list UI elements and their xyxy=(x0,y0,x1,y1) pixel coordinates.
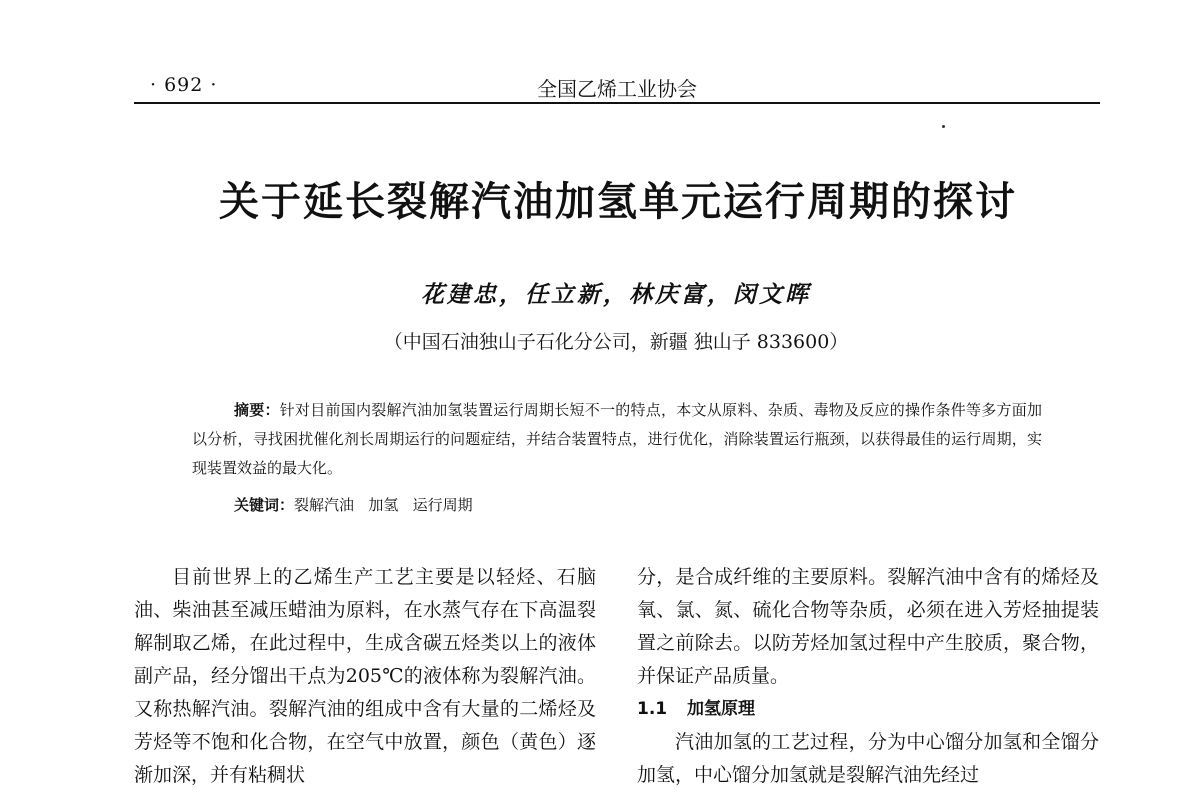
left-column xyxy=(134,561,596,792)
affiliation: （中国石油独山子石化分公司，新疆 独山子 833600） xyxy=(383,331,849,353)
keywords xyxy=(234,494,473,515)
abstract-paragraph xyxy=(192,396,1042,483)
header-rule xyxy=(134,102,1100,104)
abstract-text: 针对目前国内裂解汽油加氢装置运行周期长短不一的特点，本文从原料、杂质、毒物及反应的操作条件等多方面加以分析，寻找困扰催化剂长周期运行的问题症结，并结合装置特点，进行优化，消除装置运行瓶颈，以获得最佳的运行周期，实现装置效益的最大化。 xyxy=(192,401,1042,477)
body-paragraph-hydrogenation: 汽油加氢的工艺过程，分为中心馏分加氢和全馏分加氢，中心馏分加氢就是裂解汽油先经过 xyxy=(637,731,1099,786)
scan-speck xyxy=(942,125,945,128)
body-paragraph-intro: 目前世界上的乙烯生产工艺主要是以轻烃、石脑油、柴油甚至减压蜡油为原料，在水蒸气存在下高温裂解制取乙烯，在此过程中，生成含碳五烃类以上的液体副产品，经分馏出干点为205℃的液体称为裂解汽油。又称热解汽油。裂解汽油的组成中含有大量的二烯烃及芳烃等不饱和化合物，在空气中放置，颜色（黄色）逐渐加深，并有粘稠状 xyxy=(134,566,596,786)
section-title: 加氢原理 xyxy=(687,699,755,719)
right-column xyxy=(637,561,1099,792)
journal-name: 全国乙烯工业协会 xyxy=(537,77,697,101)
section-number: 1.1 xyxy=(637,699,668,719)
abstract-label: 摘要： xyxy=(234,401,280,419)
abstract xyxy=(192,396,1042,483)
section-heading xyxy=(637,693,1099,726)
paper-title: 关于延长裂解汽油加氢单元运行周期的探讨 xyxy=(219,179,1017,225)
page-number: · 692 · xyxy=(150,74,218,96)
running-header xyxy=(134,66,1100,102)
body-paragraph-continued: 分，是合成纤维的主要原料。裂解汽油中含有的烯烃及氧、氯、氮、硫化合物等杂质，必须在进入芳烃抽提装置之前除去。以防芳烃加氢过程中产生胶质，聚合物，并保证产品质量。 xyxy=(637,566,1099,687)
keywords-text: 裂解汽油 加氢 运行周期 xyxy=(294,496,473,514)
author-list: 花建忠，任立新，林庆富，闵文晖 xyxy=(421,281,811,308)
keywords-label: 关键词： xyxy=(234,496,295,514)
